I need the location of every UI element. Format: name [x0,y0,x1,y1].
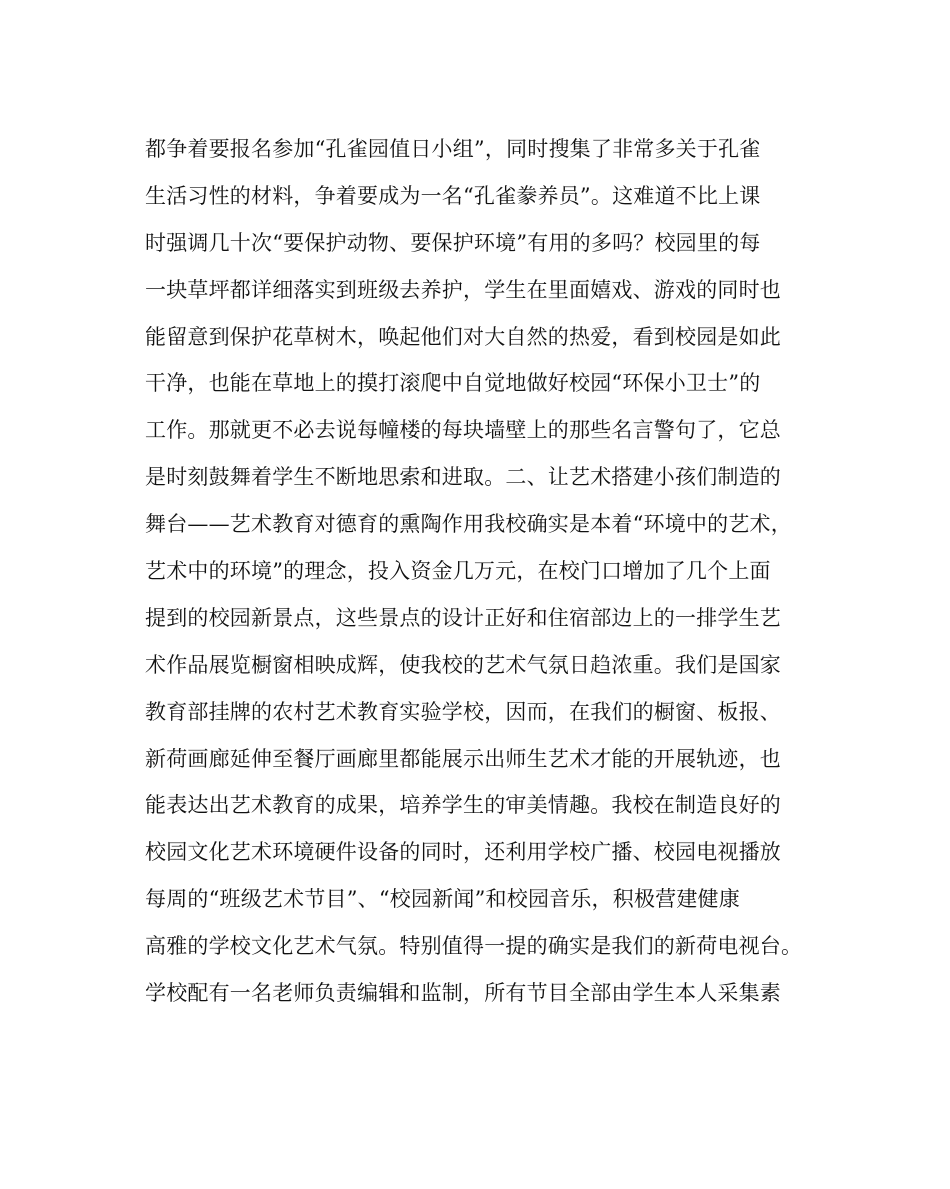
text-line: 艺术中的环境”的理念，投入资金几万元，在校门口增加了几个上面 [145,559,771,584]
text-line: 能表达出艺术教育的成果，培养学生的审美情趣。我校在制造良好的 [145,793,781,818]
text-line: 是时刻鼓舞着学生不断地思索和进取。二、让艺术搭建小孩们制造的 [145,465,781,490]
text-line: 高雅的学校文化艺术气氛。特别值得一提的确实是我们的新荷电视台。 [145,934,803,959]
text-line: 一块草坪都详细落实到班级去养护，学生在里面嬉戏、游戏的同时也 [145,277,781,302]
text-line: 舞台——艺术教育对德育的熏陶作用我校确实是本着“环境中的艺术， [145,512,792,537]
text-line: 学校配有一名老师负责编辑和监制，所有节目全部由学生本人采集素 [145,981,781,1006]
text-line: 提到的校园新景点，这些景点的设计正好和住宿部边上的一排学生艺 [145,605,781,630]
text-line: 每周的“班级艺术节目”、“校园新闻”和校园音乐，积极营建健康 [145,887,740,912]
text-line: 新荷画廊延伸至餐厅画廊里都能展示出师生艺术才能的开展轨迹，也 [145,746,781,771]
text-line: 能留意到保护花草树木，唤起他们对大自然的热爱，看到校园是如此 [145,324,781,349]
text-line: 时强调几十次“要保护动物、要保护环境”有用的多吗？校园里的每 [145,230,761,255]
text-line: 生活习性的材料，争着要成为一名“孔雀豢养员”。这难道不比上课 [145,183,761,208]
text-line: 术作品展览橱窗相映成辉，使我校的艺术气氛日趋浓重。我们是国家 [145,652,781,677]
text-line: 都争着要报名参加“孔雀园值日小组”，同时搜集了非常多关于孔雀 [145,137,761,161]
text-line: 干净，也能在草地上的摸打滚爬中自觉地做好校园“环保小卫士”的 [145,371,761,396]
text-line: 校园文化艺术环境硬件设备的同时，还利用学校广播、校园电视播放 [145,840,781,865]
body-text [145,126,865,1017]
text-line: 教育部挂牌的农村艺术教育实验学校，因而，在我们的橱窗、板报、 [145,699,781,724]
text-line: 工作。那就更不必去说每幢楼的每块墙壁上的那些名言警句了，它总 [145,418,781,443]
